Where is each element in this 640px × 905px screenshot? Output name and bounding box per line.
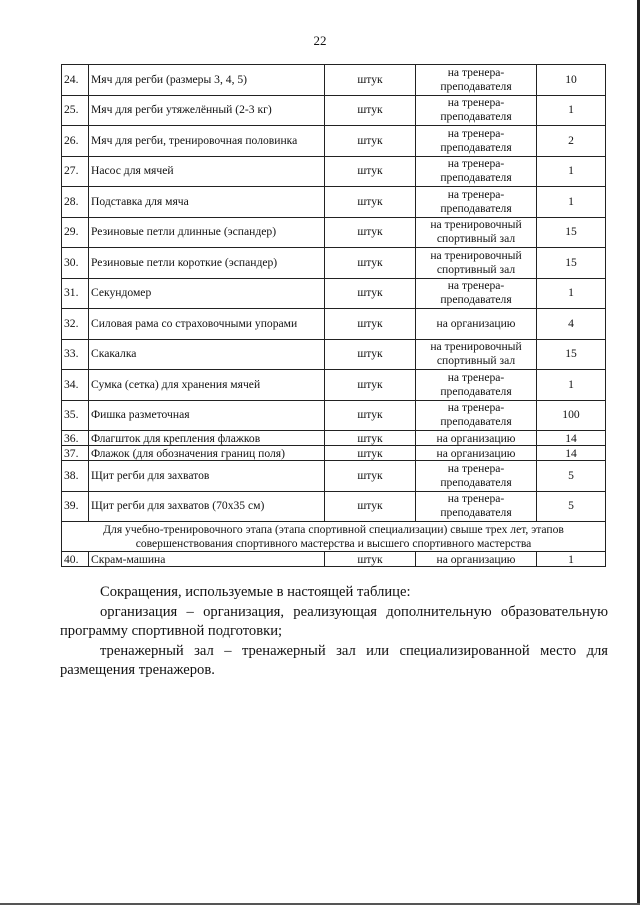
table-row xyxy=(62,446,606,461)
unit-of-measure: штук xyxy=(325,370,416,401)
item-name: Сумка (сетка) для хранения мячей xyxy=(89,370,325,401)
item-name: Мяч для регби утяжелённый (2-3 кг) xyxy=(89,95,325,126)
item-name: Флагшток для крепления флажков xyxy=(89,431,325,446)
row-number: 35. xyxy=(62,400,89,431)
row-number: 36. xyxy=(62,431,89,446)
row-number: 34. xyxy=(62,370,89,401)
row-number: 26. xyxy=(62,126,89,157)
row-number: 38. xyxy=(62,461,89,492)
quantity: 1 xyxy=(537,278,606,309)
notes-heading: Сокращения, используемые в настоящей таблице: xyxy=(100,584,411,600)
table-row xyxy=(62,278,606,309)
calculation-unit: на тренера-преподавателя xyxy=(416,400,537,431)
unit-of-measure: штук xyxy=(325,339,416,370)
unit-of-measure: штук xyxy=(325,400,416,431)
row-number: 24. xyxy=(62,65,89,96)
calculation-unit: на тренера-преподавателя xyxy=(416,126,537,157)
item-name: Насос для мячей xyxy=(89,156,325,187)
calculation-unit: на тренера-преподавателя xyxy=(416,278,537,309)
quantity: 15 xyxy=(537,339,606,370)
unit-of-measure: штук xyxy=(325,65,416,96)
item-name: Силовая рама со страховочными упорами xyxy=(89,309,325,340)
page-number: 22 xyxy=(313,33,327,48)
section-heading: Для учебно-тренировочного этапа (этапа спортивной специализации) свыше трех лет, этапов совершенствования спортивного мастерства и высшего спортивного мастерства xyxy=(62,522,606,552)
quantity: 100 xyxy=(537,400,606,431)
item-name: Щит регби для захватов (70х35 см) xyxy=(89,491,325,522)
calculation-unit: на тренировочный спортивный зал xyxy=(416,339,537,370)
table-row xyxy=(62,217,606,248)
item-name: Щит регби для захватов xyxy=(89,461,325,492)
calculation-unit: на тренировочный спортивный зал xyxy=(416,248,537,279)
quantity: 5 xyxy=(537,491,606,522)
unit-of-measure: штук xyxy=(325,248,416,279)
note-training-gym: тренажерный зал – тренажерный зал или специализированной место для размещения тренажеров. xyxy=(60,642,608,678)
row-number: 39. xyxy=(62,491,89,522)
table-row xyxy=(62,461,606,492)
table-row xyxy=(62,95,606,126)
item-name: Скакалка xyxy=(89,339,325,370)
row-number: 37. xyxy=(62,446,89,461)
row-number: 32. xyxy=(62,309,89,340)
item-name: Флажок (для обозначения границ поля) xyxy=(89,446,325,461)
table-row xyxy=(62,339,606,370)
table-row xyxy=(62,491,606,522)
equipment-table xyxy=(61,64,606,567)
item-name: Скрам-машина xyxy=(89,552,325,567)
calculation-unit: на тренировочный спортивный зал xyxy=(416,217,537,248)
unit-of-measure: штук xyxy=(325,491,416,522)
row-number: 40. xyxy=(62,552,89,567)
quantity: 1 xyxy=(537,187,606,218)
unit-of-measure: штук xyxy=(325,309,416,340)
unit-of-measure: штук xyxy=(325,446,416,461)
table-row xyxy=(62,400,606,431)
row-number: 27. xyxy=(62,156,89,187)
quantity: 1 xyxy=(537,552,606,567)
table-row xyxy=(62,370,606,401)
quantity: 2 xyxy=(537,126,606,157)
quantity: 5 xyxy=(537,461,606,492)
item-name: Подставка для мяча xyxy=(89,187,325,218)
quantity: 4 xyxy=(537,309,606,340)
quantity: 1 xyxy=(537,370,606,401)
section-heading-row xyxy=(62,522,606,552)
item-name: Резиновые петли длинные (эспандер) xyxy=(89,217,325,248)
unit-of-measure: штук xyxy=(325,278,416,309)
unit-of-measure: штук xyxy=(325,461,416,492)
calculation-unit: на тренера-преподавателя xyxy=(416,461,537,492)
unit-of-measure: штук xyxy=(325,156,416,187)
item-name: Резиновые петли короткие (эспандер) xyxy=(89,248,325,279)
quantity: 15 xyxy=(537,217,606,248)
row-number: 30. xyxy=(62,248,89,279)
unit-of-measure: штук xyxy=(325,187,416,218)
unit-of-measure: штук xyxy=(325,552,416,567)
calculation-unit: на организацию xyxy=(416,309,537,340)
calculation-unit: на тренера-преподавателя xyxy=(416,491,537,522)
calculation-unit: на организацию xyxy=(416,552,537,567)
table-row xyxy=(62,187,606,218)
abbreviations-notes xyxy=(60,583,608,681)
calculation-unit: на организацию xyxy=(416,431,537,446)
row-number: 25. xyxy=(62,95,89,126)
calculation-unit: на организацию xyxy=(416,446,537,461)
quantity: 10 xyxy=(537,65,606,96)
calculation-unit: на тренера-преподавателя xyxy=(416,370,537,401)
calculation-unit: на тренера-преподавателя xyxy=(416,187,537,218)
row-number: 31. xyxy=(62,278,89,309)
unit-of-measure: штук xyxy=(325,126,416,157)
item-name: Секундомер xyxy=(89,278,325,309)
table-row xyxy=(62,65,606,96)
item-name: Мяч для регби, тренировочная половинка xyxy=(89,126,325,157)
table-row xyxy=(62,431,606,446)
unit-of-measure: штук xyxy=(325,431,416,446)
calculation-unit: на тренера-преподавателя xyxy=(416,65,537,96)
item-name: Фишка разметочная xyxy=(89,400,325,431)
table-row xyxy=(62,126,606,157)
row-number: 33. xyxy=(62,339,89,370)
table-row xyxy=(62,248,606,279)
table-row xyxy=(62,156,606,187)
quantity: 14 xyxy=(537,446,606,461)
row-number: 29. xyxy=(62,217,89,248)
quantity: 1 xyxy=(537,95,606,126)
quantity: 1 xyxy=(537,156,606,187)
table-row xyxy=(62,552,606,567)
calculation-unit: на тренера-преподавателя xyxy=(416,95,537,126)
table-row xyxy=(62,309,606,340)
row-number: 28. xyxy=(62,187,89,218)
equipment-table-body xyxy=(62,65,606,567)
item-name: Мяч для регби (размеры 3, 4, 5) xyxy=(89,65,325,96)
unit-of-measure: штук xyxy=(325,95,416,126)
calculation-unit: на тренера-преподавателя xyxy=(416,156,537,187)
quantity: 15 xyxy=(537,248,606,279)
note-organization: организация – организация, реализующая дополнительную образовательную программу спортивной подготовки; xyxy=(60,603,608,639)
quantity: 14 xyxy=(537,431,606,446)
unit-of-measure: штук xyxy=(325,217,416,248)
